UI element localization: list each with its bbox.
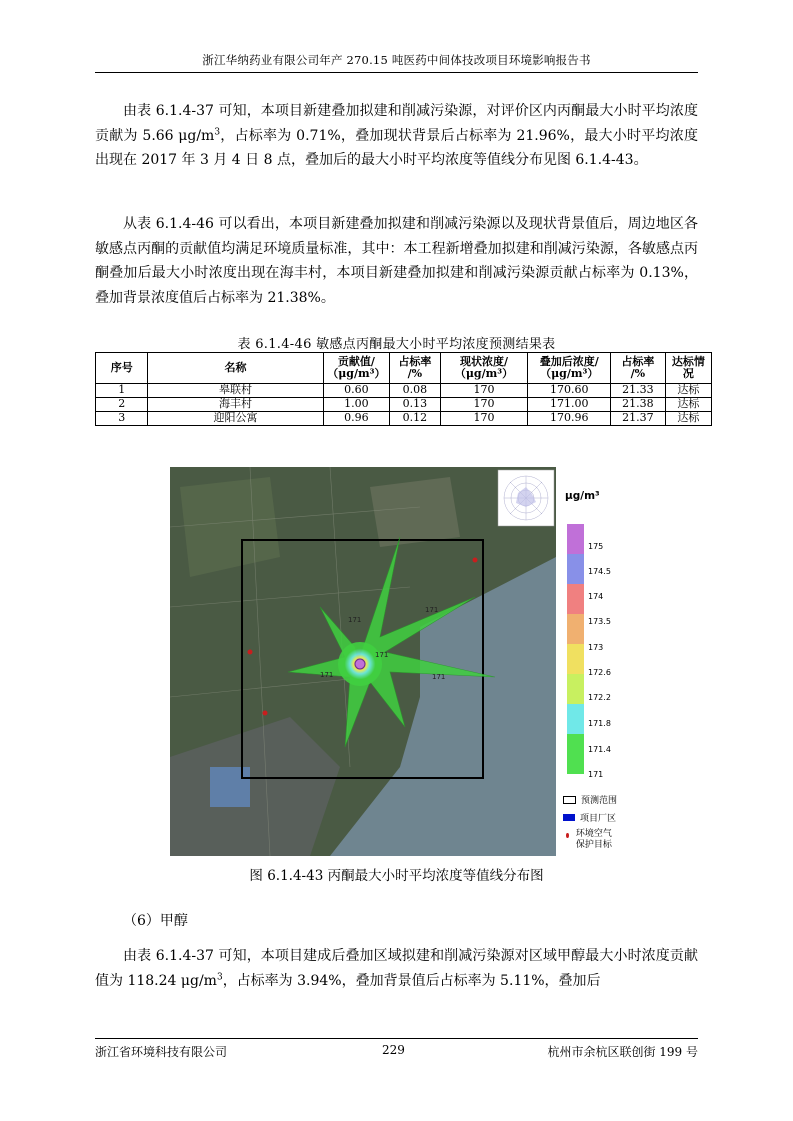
paragraph-acetone-summary-text-a: 由表 6.1.4-37 可知，本项目新建叠加拟建和削减污染源，对评价区内丙酮最大小时平均浓度贡献为 5.66 μg/m (95, 103, 698, 144)
table-cell: 达标 (665, 384, 711, 398)
plume-center (355, 659, 365, 669)
table-cell: 0.60 (323, 384, 390, 398)
legend-plant-label: 项目厂区 (580, 814, 617, 824)
contour-label: 171 (432, 673, 446, 681)
table-cell: 0.08 (390, 384, 440, 398)
table-cell: 21.38 (611, 398, 666, 412)
table-cell: 21.33 (611, 384, 666, 398)
colorbar-label: 172.6 (588, 668, 611, 677)
table-cell: 0.96 (323, 412, 390, 426)
header-compliance: 达标情 况 (665, 353, 711, 384)
colorbar-label: 174.5 (588, 567, 611, 576)
section-heading-methanol: （6）甲醇 (123, 913, 188, 929)
header-rule (95, 72, 698, 73)
header-name: 名称 (148, 353, 323, 384)
results-table (95, 352, 712, 426)
contour-label: 171 (320, 671, 334, 679)
table-cell: 皋联村 (148, 384, 323, 398)
paragraph-methanol-text-b: ，占标率为 3.94%，叠加背景值后占标率为 5.11%，叠加后 (222, 972, 601, 989)
header-contribution: 贡献值/ （μg/m³） (323, 353, 390, 384)
colorbar (567, 524, 584, 774)
legend-range (563, 793, 617, 806)
superscript: 3 (216, 971, 223, 982)
table-cell: 迎阳公寓 (148, 412, 323, 426)
legend-target (563, 829, 617, 851)
table-cell: 0.13 (390, 398, 440, 412)
legend-range-label: 预测范围 (581, 796, 618, 806)
table-cell: 1 (96, 384, 148, 398)
header-ratio-superposed: 占标率 /% (611, 353, 666, 384)
page-number: 229 (382, 1043, 405, 1057)
footer-address: 杭州市余杭区联创街 199 号 (547, 1045, 698, 1059)
table-cell: 170 (440, 412, 528, 426)
paragraph-acetone-summary (95, 99, 698, 173)
colorbar-unit: μg/m³ (565, 490, 600, 502)
footer-company: 浙江省环境科技有限公司 (95, 1045, 228, 1059)
table-header-row (96, 353, 712, 384)
table-cell: 达标 (665, 412, 711, 426)
paragraph-methanol (95, 944, 698, 993)
legend-target-label: 环境空气保护目标 (575, 829, 612, 850)
table-cell: 170 (440, 384, 528, 398)
contour-label: 171 (348, 616, 362, 624)
protection-target-dot (263, 711, 268, 716)
header-index: 序号 (96, 353, 148, 384)
range-box-icon (563, 796, 576, 804)
table-cell: 1.00 (323, 398, 390, 412)
page-header: 浙江华纳药业有限公司年产 270.15 吨医药中间体技改项目环境影响报告书 (202, 53, 591, 67)
colorbar-label: 173.5 (588, 617, 611, 626)
table-cell: 170.96 (528, 412, 611, 426)
protection-target-dot (473, 558, 478, 563)
table-cell: 达标 (665, 398, 711, 412)
table-cell: 2 (96, 398, 148, 412)
table-row (96, 384, 712, 398)
colorbar-label: 174 (588, 592, 604, 601)
legend-plant (563, 811, 616, 824)
table-row (96, 412, 712, 426)
blue-roofs (210, 767, 250, 807)
figure-caption: 图 6.1.4-43 丙酮最大小时平均浓度等值线分布图 (249, 868, 544, 884)
table-caption: 表 6.1.4-46 敏感点丙酮最大小时平均浓度预测结果表 (237, 337, 556, 352)
colorbar-label: 171.4 (588, 745, 611, 754)
target-dot-icon (566, 833, 569, 838)
colorbar-label: 175 (588, 542, 604, 551)
header-ratio: 占标率 /% (390, 353, 440, 384)
satellite-map (170, 467, 617, 856)
table-cell: 21.37 (611, 412, 666, 426)
protection-target-dot (248, 650, 253, 655)
contour-label: 171 (375, 651, 389, 659)
table-cell: 3 (96, 412, 148, 426)
colorbar-label: 171.8 (588, 719, 611, 728)
header-superposed: 叠加后浓度/ （μg/m³） (528, 353, 611, 384)
header-background: 现状浓度/ （μg/m³） (440, 353, 528, 384)
table-cell: 170.60 (528, 384, 611, 398)
paragraph-methanol-text-a: 由表 6.1.4-37 可知，本项目建成后叠加区域拟建和削减污染源对区域甲醇最大小时浓度贡献值为 118.24 μg/m (95, 948, 698, 989)
table-cell: 海丰村 (148, 398, 323, 412)
paragraph-sensitive-points: 从表 6.1.4-46 可以看出，本项目新建叠加拟建和削减污染源以及现状背景值后，周边地区各敏感点丙酮的贡献值均满足环境质量标准，其中：本工程新增叠加拟建和削减污染源，各敏感点丙酮叠加后最大小时浓度出现在海丰村，本项目新建叠加拟建和削减污染源贡献占标率为 0.13%，叠加背景浓度值后占标率为 21.38%。 (95, 216, 698, 306)
plant-area-icon (563, 814, 575, 821)
colorbar-label: 172.2 (588, 693, 611, 702)
table-cell: 170 (440, 398, 528, 412)
field-area (370, 477, 460, 547)
colorbar-label: 173 (588, 643, 604, 652)
contour-label: 171 (425, 606, 439, 614)
superscript: 3 (214, 126, 221, 137)
footer-rule (95, 1038, 698, 1039)
contour-map-figure (170, 467, 617, 856)
table-cell: 171.00 (528, 398, 611, 412)
colorbar-label: 171 (588, 770, 604, 779)
table-row (96, 398, 712, 412)
table-cell: 0.12 (390, 412, 440, 426)
paragraph-acetone-summary-text-b: ，占标率为 0.71%，叠加现状背景后占标率为 21.96%，最大小时平均浓度出现在 2017 年 3 月 4 日 8 点，叠加后的最大小时平均浓度等值线分布见图 6.1.4-43。 (95, 127, 698, 168)
